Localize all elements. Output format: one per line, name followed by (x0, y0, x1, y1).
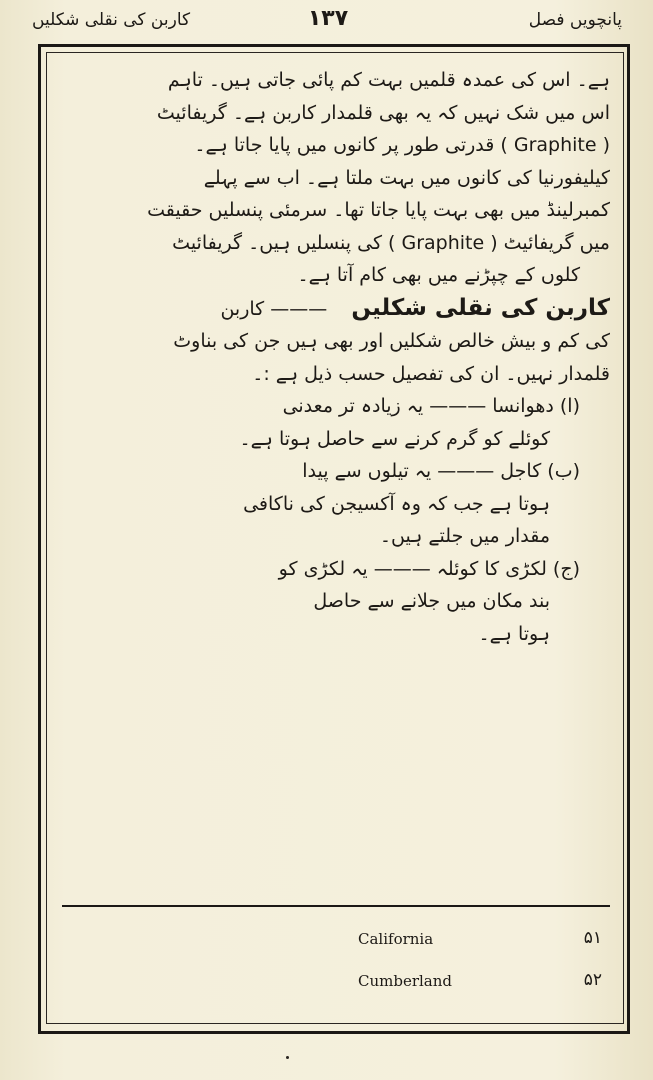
text-line: کی کم و بیش خالص شکلیں اور بھی ہیں جن کی بناوٹ (173, 330, 610, 352)
page-number: ۱۳۷ (307, 6, 349, 31)
footnote (62, 930, 610, 958)
text-line: قلمدار نہیں۔ ان کی تفصیل حسب ذیل ہے :۔ (252, 362, 610, 385)
footnote-text: Cumberland (358, 972, 453, 990)
text-line: ( Graphite ) قدرتی طور پر کانوں میں پایا جاتا ہے۔ (194, 134, 610, 156)
footnote-mark: ۵۲ (583, 970, 602, 990)
footnote (62, 972, 610, 1000)
chapter-title: پانچویں فصل (528, 10, 622, 30)
list-item-a: (ا) دھوانسا ——— یہ زیادہ تر معدنی (282, 395, 580, 417)
text-line: اس میں شک نہیں کہ یہ بھی قلمدار کاربن ہے۔ گریفائیٹ (156, 101, 610, 124)
footnote-divider (62, 905, 610, 907)
text-line: میں گریفائیٹ ( Graphite ) کی پنسلیں ہیں۔ گریفائیٹ (172, 231, 610, 254)
footnote-text: California (358, 930, 434, 948)
page-header (28, 6, 628, 44)
text-line: مقدار میں جلتے ہیں۔ (379, 525, 550, 547)
text-line: ہے۔ اس کی عمدہ قلمیں بہت کم پائی جاتی ہیں۔ تاہم (167, 69, 610, 91)
heading-continuation: ——— کاربن (220, 297, 328, 320)
text-line: کلوں کے چپڑنے میں بھی کام آتا ہے۔ (297, 264, 580, 286)
heading-line (62, 292, 610, 326)
text-line: کمبرلینڈ میں بھی بہت پایا جاتا تھا۔ سرمئی پنسلیں حقیقت (147, 199, 610, 221)
page-dot (286, 1056, 289, 1059)
section-heading: کاربن کی نقلی شکلیں (351, 294, 610, 321)
text-line: بند مکان میں جلانے سے حاصل (313, 590, 550, 612)
list-item-b: (ب) کاجل ——— یہ تیلوں سے پیدا (302, 460, 580, 482)
text-line: ہوتا ہے جب کہ وہ آکسیجن کی ناکافی (243, 492, 550, 515)
text-line: ہوتا ہے۔ (478, 622, 550, 645)
text-line: کیلیفورنیا کی کانوں میں بہت ملتا ہے۔ اب سے پہلے (203, 166, 610, 189)
footnote-mark: ۵۱ (583, 928, 602, 948)
list-item-c: (ج) لکڑی کا کوئلہ ——— یہ لکڑی کو (278, 557, 580, 580)
text-line: کوئلے کو گرم کرنے سے حاصل ہوتا ہے۔ (239, 427, 550, 450)
main-text (62, 64, 610, 650)
section-title: کاربن کی نقلی شکلیں (32, 10, 191, 30)
